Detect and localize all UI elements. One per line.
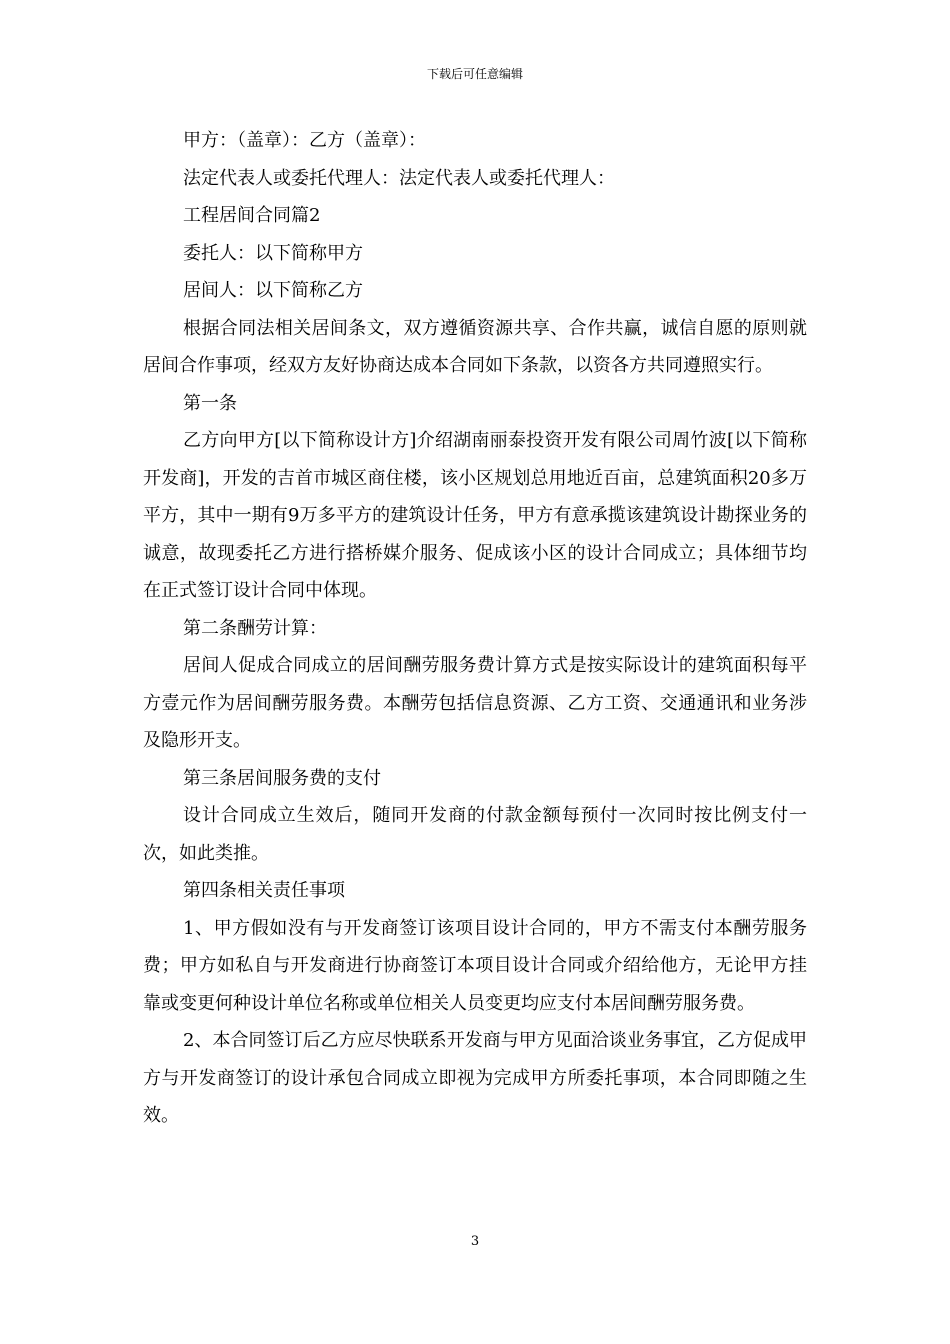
article-2-body: 居间人促成合同成立的居间酬劳服务费计算方式是按实际设计的建筑面积每平方壹元作为居间酬劳服务费。本酬劳包括信息资源、乙方工资、交通通讯和业务涉及隐形开支。 <box>143 655 807 751</box>
article-1-heading: 第一条 <box>183 392 237 414</box>
signature-line-representative: 法定代表人或委托代理人：法定代表人或委托代理人： <box>183 167 615 189</box>
article-2-heading: 第二条酬劳计算： <box>183 617 327 639</box>
article-1-body: 乙方向甲方[以下简称设计方]介绍湖南丽泰投资开发有限公司周竹波[以下简称开发商]，开发的吉首市城区商住楼，该小区规划总用地近百亩，总建筑面积20多万平方，其中一期有9万多平方的建筑设计任务，甲方有意承揽该建筑设计勘探业务的诚意，故现委托乙方进行搭桥媒介服务、促成该小区的设计合同成立；具体细节均在正式签订设计合同中体现。 <box>143 430 807 601</box>
signature-line-seal: 甲方：（盖章）：乙方（盖章）： <box>183 130 426 151</box>
page-number: 3 <box>470 1234 480 1249</box>
article-3-body: 设计合同成立生效后，随同开发商的付款金额每预付一次同时按比例支付一次，如此类推。 <box>143 805 807 864</box>
document-body <box>143 122 807 1135</box>
preamble-paragraph: 根据合同法相关居间条文，双方遵循资源共享、合作共赢，诚信自愿的原则就居间合作事项，经双方友好协商达成本合同如下条款，以资各方共同遵照实行。 <box>143 317 807 376</box>
party-client: 委托人：以下简称甲方 <box>183 242 363 264</box>
article-4-heading: 第四条相关责任事项 <box>183 880 345 901</box>
article-4-clause-1: 1、甲方假如没有与开发商签订该项目设计合同的，甲方不需支付本酬劳服务费；甲方如私自与开发商进行协商签订本项目设计合同或介绍给他方，无论甲方挂靠或变更何种设计单位名称或单位相关人员变更均应支付本居间酬劳服务费。 <box>143 917 807 1014</box>
article-4-clause-2: 2、本合同签订后乙方应尽快联系开发商与甲方见面洽谈业务事宜，乙方促成甲方与开发商签订的设计承包合同成立即视为完成甲方所委托事项，本合同即随之生效。 <box>143 1030 807 1126</box>
page-header: 下载后可任意编辑 <box>426 67 523 81</box>
article-3-heading: 第三条居间服务费的支付 <box>183 767 381 789</box>
section-title: 工程居间合同篇2 <box>183 205 321 226</box>
party-intermediary: 居间人：以下简称乙方 <box>183 280 363 301</box>
